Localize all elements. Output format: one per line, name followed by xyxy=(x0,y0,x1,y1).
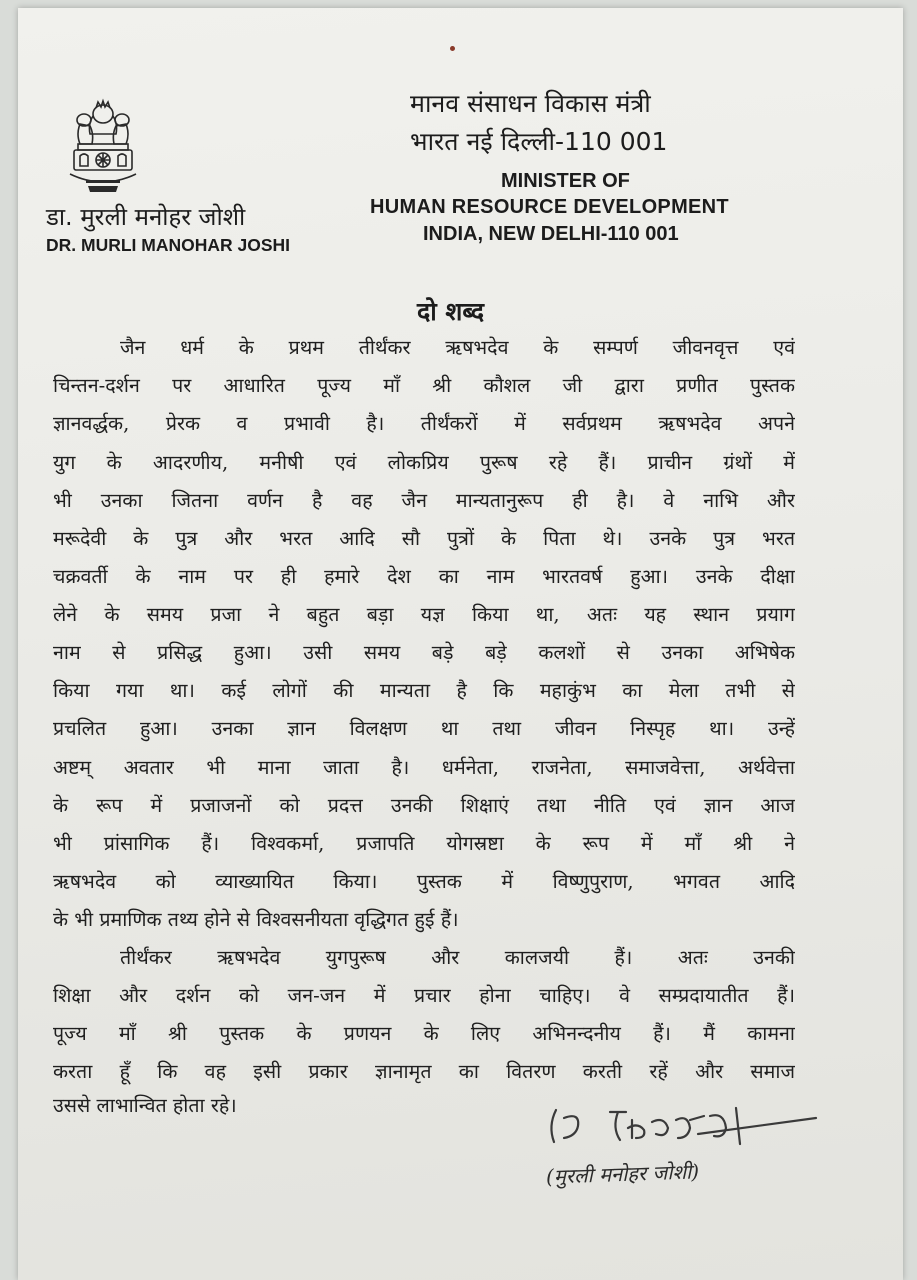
letter-page xyxy=(18,8,903,1280)
letter-title: दो शब्द xyxy=(416,297,485,326)
ministry-english-line1: MINISTER OF xyxy=(501,170,630,192)
body-line: करता हूँ कि वह इसी प्रकार ज्ञानामृत का वितरण करती रहें और समाज xyxy=(53,1060,795,1083)
body-line: शिक्षा और दर्शन को जन-जन में प्रचार होना चाहिए। वे सम्प्रदायातीत हैं। xyxy=(53,984,795,1007)
minister-name-english: DR. MURLI MANOHAR JOSHI xyxy=(46,235,291,255)
body-line: तीर्थंकर ऋषभदेव युगपुरूष और कालजयी हैं। अतः उनकी xyxy=(120,946,795,969)
body-line: चिन्तन-दर्शन पर आधारित पूज्य माँ श्री कौशल जी द्वारा प्रणीत पुस्तक xyxy=(53,374,795,397)
body-line: चक्रवर्ती के नाम पर ही हमारे देश का नाम भारतवर्ष हुआ। उनके दीक्षा xyxy=(53,565,795,588)
ink-dot xyxy=(450,46,455,51)
ministry-english-line3: INDIA, NEW DELHI-110 001 xyxy=(423,223,679,245)
body-line: के रूप में प्रजाजनों को प्रदत्त उनकी शिक्षाएं तथा नीति एवं ज्ञान आज xyxy=(53,794,795,817)
ministry-english-line2: HUMAN RESOURCE DEVELOPMENT xyxy=(370,196,729,218)
ministry-hindi-line1: मानव संसाधन विकास मंत्री xyxy=(410,89,651,118)
body-line: ज्ञानवर्द्धक, प्रेरक व प्रभावी है। तीर्थंकरों में सर्वप्रथम ऋषभदेव अपने xyxy=(53,412,795,435)
body-line: उससे लाभान्वित होता रहे। xyxy=(53,1094,237,1117)
body-line: मरूदेवी के पुत्र और भरत आदि सौ पुत्रों के पिता थे। उनके पुत्र भरत xyxy=(53,527,795,550)
body-line: जैन धर्म के प्रथम तीर्थंकर ऋषभदेव के सम्पर्ण जीवनवृत्त एवं xyxy=(120,336,795,359)
body-line: भी प्रांसागिक हैं। विश्वकर्मा, प्रजापति योगस्रष्टा के रूप में माँ श्री ने xyxy=(53,832,795,855)
national-emblem-icon xyxy=(66,94,140,198)
body-line: पूज्य माँ श्री पुस्तक के प्रणयन के लिए अभिनन्दनीय हैं। मैं कामना xyxy=(53,1022,795,1045)
body-line: युग के आदरणीय, मनीषी एवं लोकप्रिय पुरूष रहे हैं। प्राचीन ग्रंथों में xyxy=(53,451,795,474)
body-line: अष्टम् अवतार भी माना जाता है। धर्मनेता, राजनेता, समाजवेत्ता, अर्थवेत्ता xyxy=(53,756,795,779)
body-line: किया गया था। कई लोगों की मान्यता है कि महाकुंभ का मेला तभी से xyxy=(53,679,795,702)
body-line: नाम से प्रसिद्ध हुआ। उसी समय बड़े बड़े कलशों से उनका अभिषेक xyxy=(53,641,795,664)
signatory-name-printed: (मुरली मनोहर जोशी) xyxy=(545,1159,700,1189)
body-line: भी उनका जितना वर्णन है वह जैन मान्यतानुरूप ही है। वे नाभि और xyxy=(53,489,795,512)
body-line: ऋषभदेव को व्याख्यायित किया। पुस्तक में विष्णुपुराण, भगवत आदि xyxy=(53,870,795,893)
minister-name-hindi: डा. मुरली मनोहर जोशी xyxy=(46,203,246,231)
body-line: प्रचलित हुआ। उनका ज्ञान विलक्षण था तथा जीवन निस्पृह था। उन्हें xyxy=(53,717,795,740)
ministry-hindi-line2: भारत नई दिल्ली-110 001 xyxy=(410,127,668,156)
handwritten-signature xyxy=(528,1098,818,1153)
body-line: के भी प्रमाणिक तथ्य होने से विश्वसनीयता वृद्धिगत हुई हैं। xyxy=(53,908,459,931)
body-line: लेने के समय प्रजा ने बहुत बड़ा यज्ञ किया था, अतः यह स्थान प्रयाग xyxy=(53,603,795,626)
